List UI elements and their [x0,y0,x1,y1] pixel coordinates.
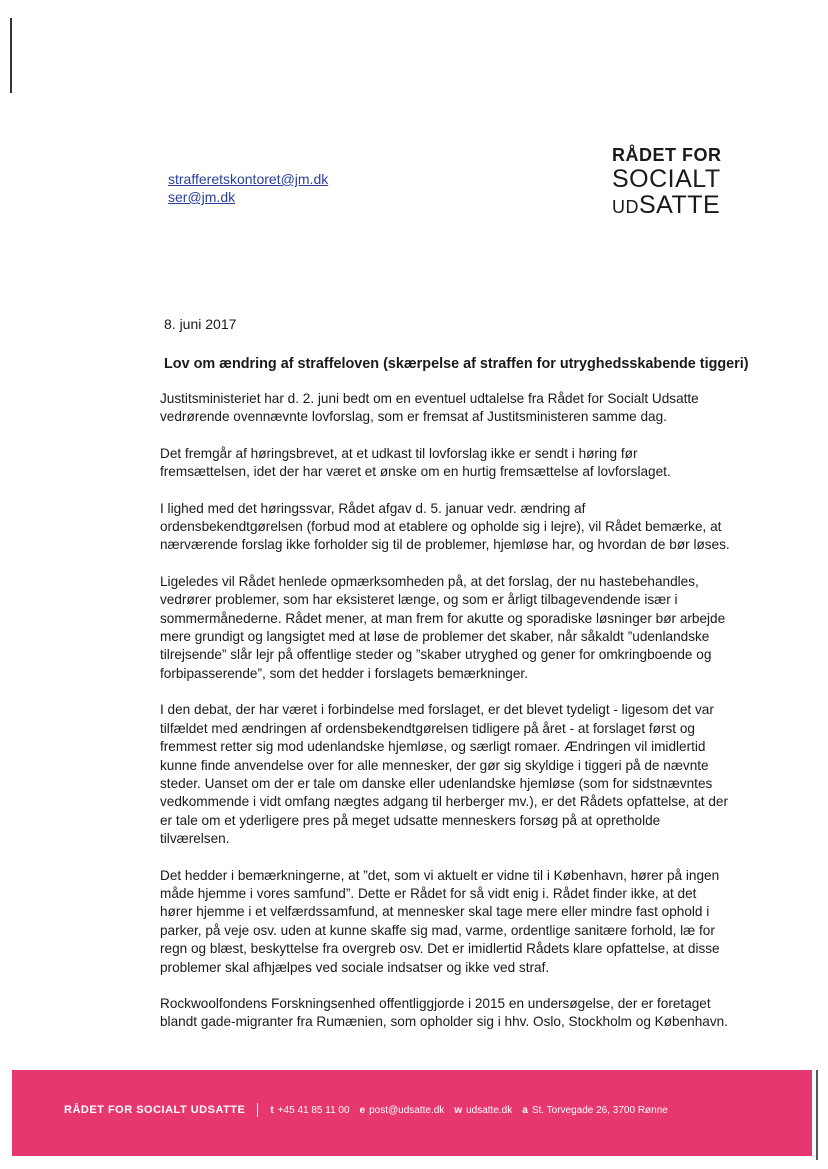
paragraph-2: Det fremgår af høringsbrevet, at et udkast til lovforslag ikke er sendt i høring før fremsættelsen, idet der har været et ønske om en hurtig fremsættelse af lovforslaget. [160,445,671,480]
paragraph-4: Ligeledes vil Rådet henlede opmærksomheden på, at det forslag, der nu hastebehandles, vedrører problemer, som har eksisteret længe, og som er årligt tilbagevendende især i sommermånederne. Rådet mener, at man frem for akutte og sporadiske løsninger bør arbejde mere grundigt og langsigtet med at løse de problemer det skaber, når såkaldt ”udenlandske tilrejsende” slår lejr på offentlige steder og ”skaber utryghed og gener for omkringboende og forbipasserende”, som det hedder i forslagets bemærkninger. [160,573,726,681]
footer-bar [12,1070,812,1156]
letter-title: Lov om ændring af straffeloven (skærpelse af straffen for utryghedsskabende tiggeri) [164,356,749,372]
letter-body [160,390,730,1050]
footer-phone: t +45 41 85 11 00 [270,1104,350,1116]
email-link-strafferetskontoret[interactable]: strafferetskontoret@jm.dk [168,171,329,187]
footer-divider [257,1103,258,1117]
scan-edge-right [816,1070,818,1160]
footer-address: a St. Torvegade 26, 3700 Rønne [522,1104,668,1116]
logo-line-2: SOCIALT [612,165,721,193]
logo-line-3 [612,193,752,218]
scan-edge-left [10,18,12,93]
footer-org-name: RÅDET FOR SOCIALT UDSATTE [64,1104,246,1116]
paragraph-1: Justitsministeriet har d. 2. juni bedt om en eventuel udtalelse fra Rådet for Socialt Udsatte vedrørende ovennævnte lovforslag, som er fremsat af Justitsministeren samme dag. [160,391,699,425]
logo-line-3-small: UD [612,197,639,217]
email-link-ser[interactable]: ser@jm.dk [168,189,236,205]
paragraph-6: Det hedder i bemærkningerne, at ”det, som vi aktuelt er vidne til i København, hører på ingen måde hjemme i vores samfund”. Dette er Rådet for så vidt enig i. Rådet finder ikke, at det hører hjemme i et velfærdssamfund, at mennesker skal tage mere eller mindre fast ophold i parker, på veje osv. uden at kunne skaffe sig mad, varme, ordentlige sanitære forhold, læ for regn og blæst, beskyttelse fra overgreb osv. Det er imidlertid Rådets klare opfattelse, at disse problemer skal afhjælpes ved sociale indsatser og ikke ved straf. [160,867,720,975]
footer-website[interactable]: w udsatte.dk [454,1104,513,1116]
logo-line-3-large: SATTE [639,191,721,219]
footer-email[interactable]: e post@udsatte.dk [359,1104,445,1116]
organization-logo [612,146,752,218]
letter-date: 8. juni 2017 [164,316,237,332]
recipient-emails [168,170,328,206]
paragraph-5: I den debat, der har været i forbindelse med forslaget, er det blevet tydeligt - ligesom det var tilfældet med ændringen af ordensbekendtgørelsen tidligere på året - at forslaget først og fremmest retter sig mod udenlandske hjemløse, og særligt romaer. Ændringen vil imidlertid kunne finde anvendelse over for alle mennesker, der gør sig skyldige i tiggeri på de nævnte steder. Uanset om der er tale om danske eller udenlandske hjemløse (som for sidstnævntes vedkommende i vidt omfang nægtes adgang til herberger mv.), er det Rådets opfattelse, at der er tale om et yderligere pres på meget udsatte menneskers forsøg på at opretholde tilværelsen. [160,702,728,847]
paragraph-3: I lighed med det høringssvar, Rådet afgav d. 5. januar vedr. ændring af ordensbekendtgørelsen (forbud mod at etablere og opholde sig i lejre), vil Rådet bemærke, at nærværende forslag ikke forholder sig til de problemer, hjemløse har, og hvordan de bør løses. [160,500,730,553]
footer-contact-row [64,1103,678,1117]
paragraph-7: Rockwoolfondens Forskningsenhed offentliggjorde i 2015 en undersøgelse, der er foretaget blandt gade-migranter fra Rumænien, som opholder sig i hhv. Oslo, Stockholm og København. [160,995,728,1030]
logo-line-1: RÅDET FOR [612,145,722,165]
